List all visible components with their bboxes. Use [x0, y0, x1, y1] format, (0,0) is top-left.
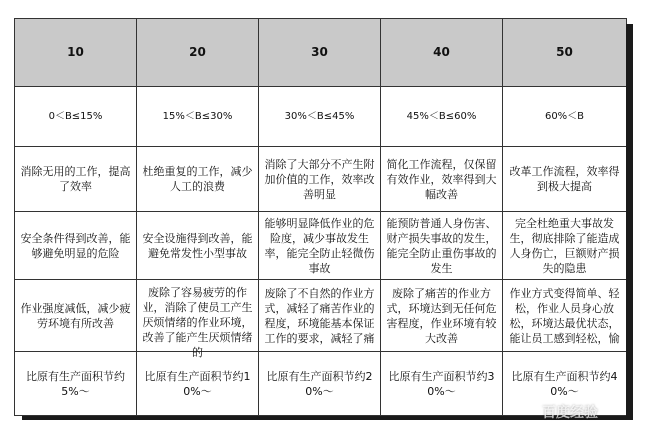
- grading-table: [14, 18, 627, 416]
- table-cell: 安全设施得到改善，能避免常发性小型事故: [137, 212, 259, 280]
- improvement-grading-sheet: [14, 18, 638, 421]
- table-cell: 比原有生产面积节约10%～: [137, 352, 259, 416]
- table-cell: 比原有生产面积节约20%～: [259, 352, 381, 416]
- level-cell: 30: [259, 19, 381, 87]
- table-cell: 比原有生产面积节约30%～: [381, 352, 503, 416]
- cell-text: 废除了不自然的作业方式，减轻了痛苦作业的程度，环境能基本保证工作的要求，减轻了痛: [264, 286, 375, 345]
- cell-text: 作业方式变得简单、轻松，作业人员身心放松，环境达最优状态，能让员工感到轻松，愉: [509, 286, 620, 345]
- table-cell: 消除了大部分不产生附加价值的工作，效率改善明显: [259, 146, 381, 212]
- table-cell: 能预防普通人身伤害、财产损失事故的发生，能完全防止重伤事故的发生: [381, 212, 503, 280]
- range-cell: 0＜B≤15%: [15, 86, 137, 146]
- table-shadow-right: [626, 24, 633, 418]
- table-row-space: [15, 352, 627, 416]
- table-row-efficiency: [15, 146, 627, 212]
- table-cell: 废除了痛苦的作业方式，环境达到无任何危害程度，作业环境有较大改善: [381, 280, 503, 352]
- table-cell: 简化工作流程，仅保留有效作业，效率得到大幅改善: [381, 146, 503, 212]
- watermark-logo: 百度经验: [542, 405, 598, 421]
- table-cell: 杜绝重复的工作，减少人工的浪费: [137, 146, 259, 212]
- range-cell: 30%＜B≤45%: [259, 86, 381, 146]
- range-cell: 45%＜B≤60%: [381, 86, 503, 146]
- range-cell: 15%＜B≤30%: [137, 86, 259, 146]
- table-cell: 比原有生产面积节约5%～: [15, 352, 137, 416]
- table-cell: 能够明显降低作业的危险度，减少事故发生率，能完全防止轻微伤事故: [259, 212, 381, 280]
- level-cell: 50: [503, 19, 627, 87]
- level-cell: 10: [15, 19, 137, 87]
- range-cell: 60%＜B: [503, 86, 627, 146]
- cell-text: 废除了容易疲劳的作业，消除了使员工产生厌烦情绪的作业环境，改善了能产生厌烦情绪的: [142, 285, 253, 359]
- table-cell: 改革工作流程，效率得到极大提高: [503, 146, 627, 212]
- table-cell: 安全条件得到改善，能够避免明显的危险: [15, 212, 137, 280]
- table-cell: 完全杜绝重大事故发生，彻底排除了能造成人身伤亡，巨额财产损失的隐患: [503, 212, 627, 280]
- table-row-safety: [15, 212, 627, 280]
- table-cell: 消除无用的工作，提高了效率: [15, 146, 137, 212]
- table-cell: 作业强度减低，减少疲劳环境有所改善: [15, 280, 137, 352]
- table-cell: [137, 280, 259, 359]
- table-range-row: [15, 86, 627, 146]
- table-row-workload: [15, 280, 627, 352]
- table-cell: [259, 280, 381, 352]
- level-cell: 40: [381, 19, 503, 87]
- level-cell: 20: [137, 19, 259, 87]
- table-cell: [503, 280, 627, 352]
- table-cell: 比原有生产面积节约40%～: [503, 352, 627, 416]
- table-header-row: [15, 19, 627, 87]
